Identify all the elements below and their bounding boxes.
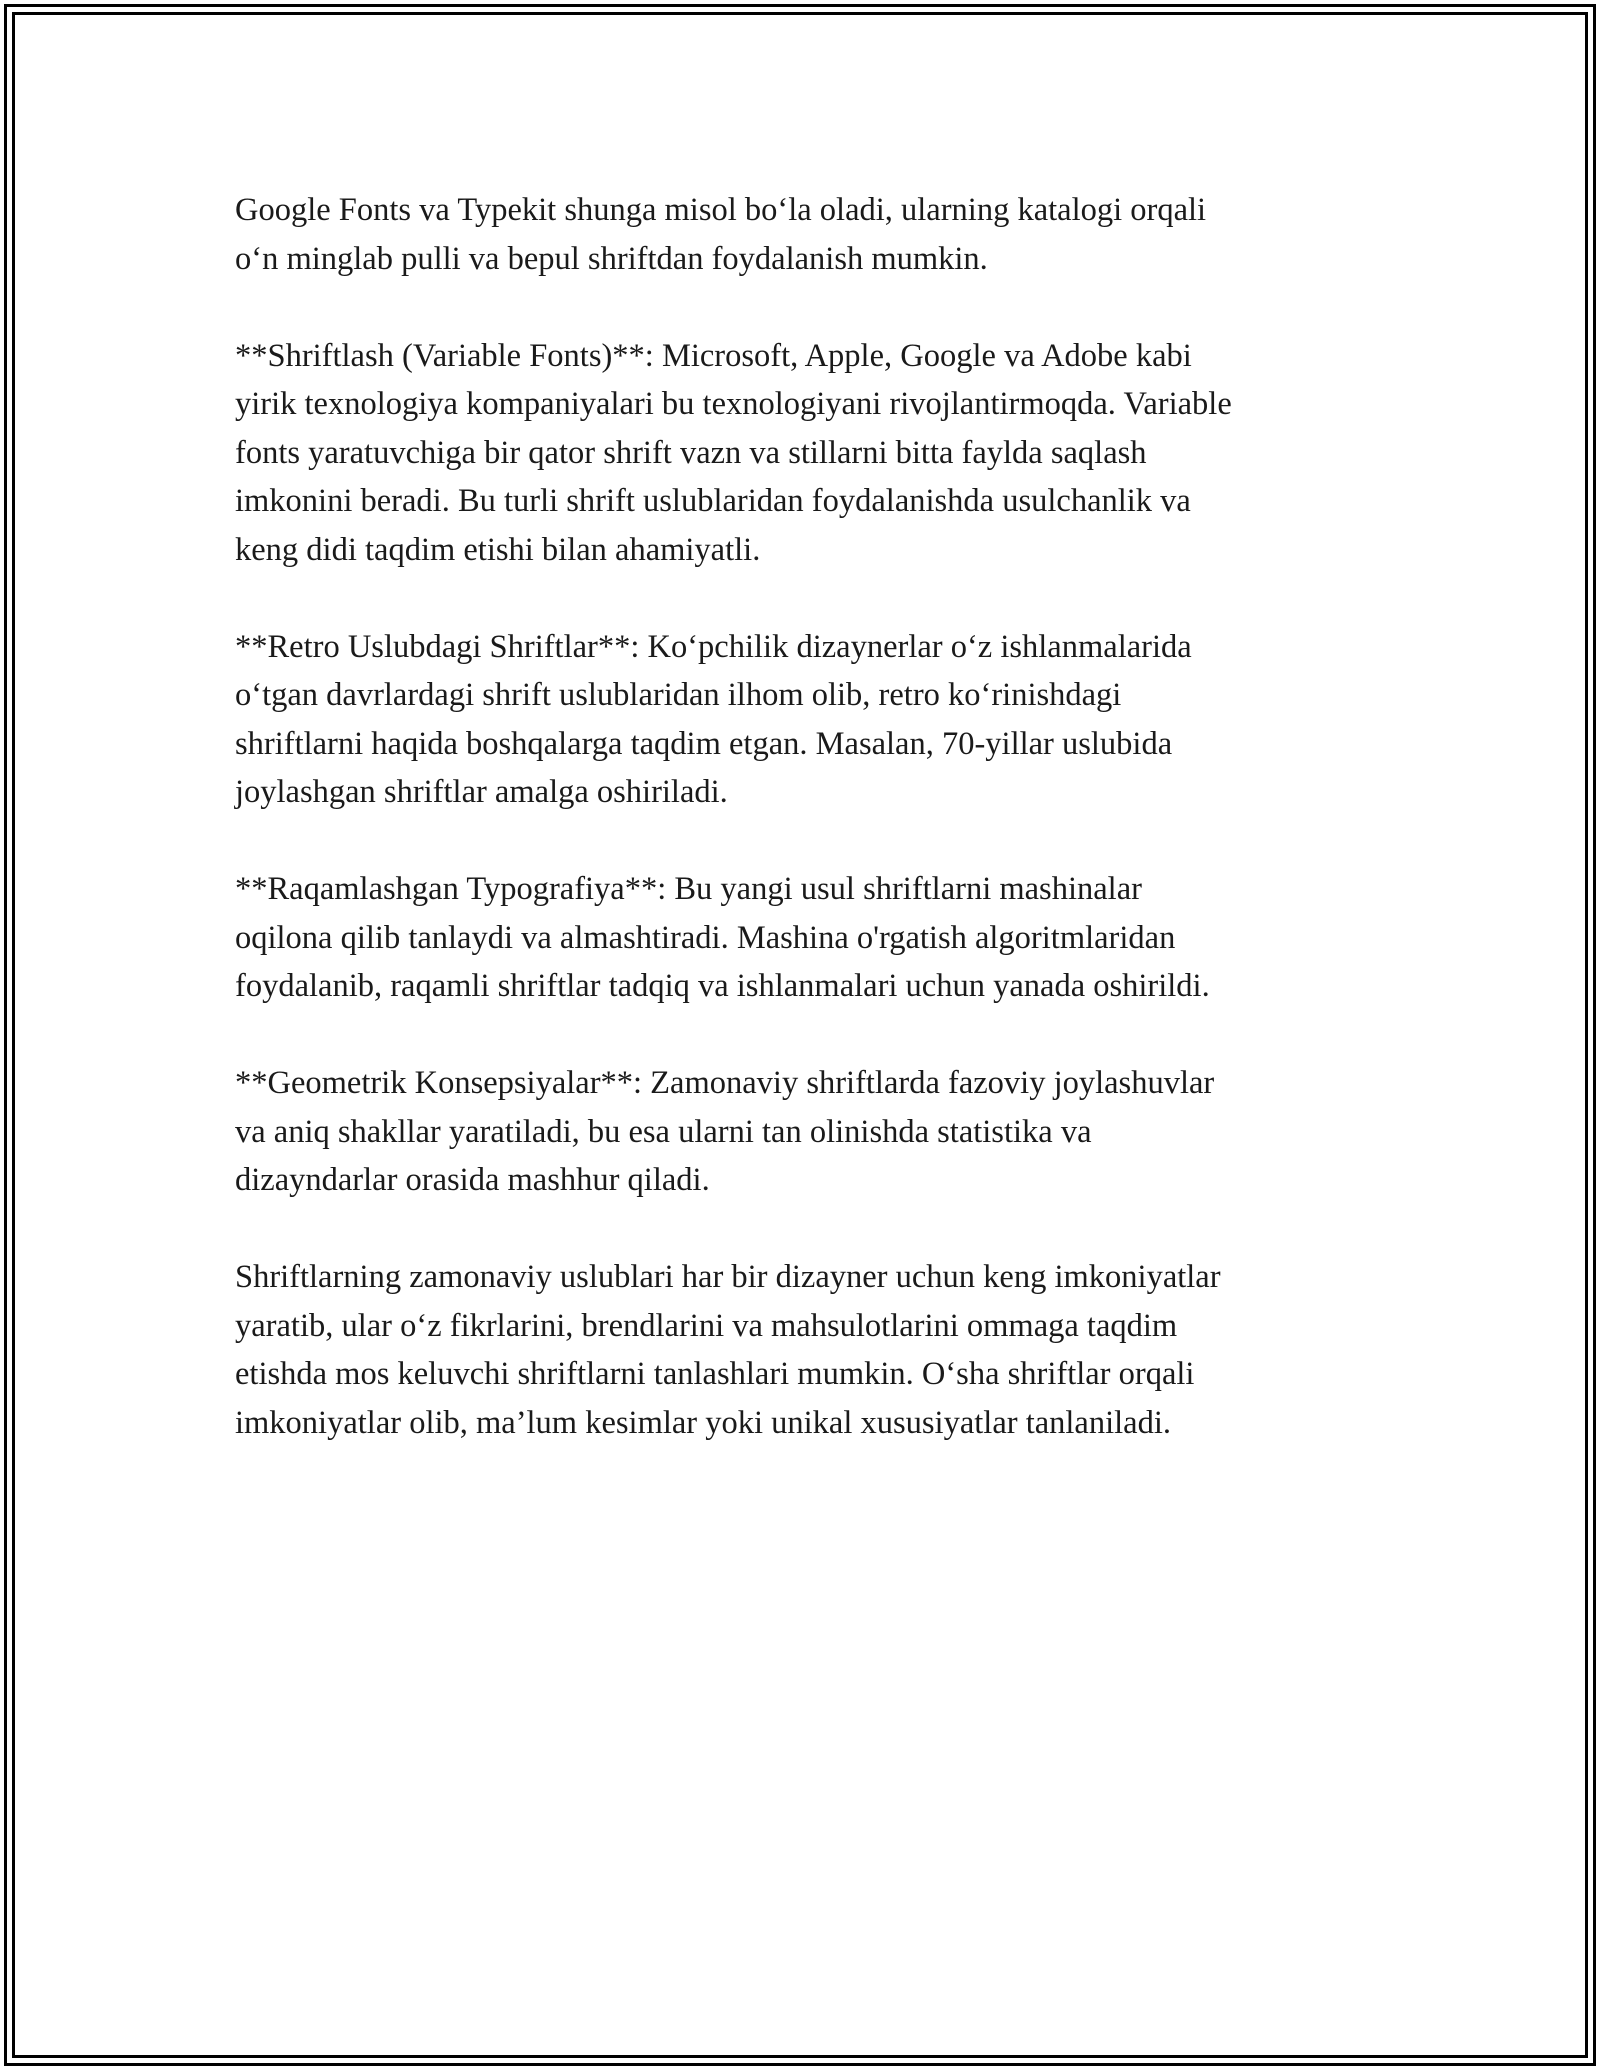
- paragraph-variable-fonts: **Shriftlash (Variable Fonts)**: Microsoft, Apple, Google va Adobe kabi yirik texnologiya kompaniyalari bu texnologiyani rivojlantirmoqda. Variable fonts yaratuvchiga bir qator shrift vazn va stillarni bitta faylda saqlash imkonini beradi. Bu turli shrift uslublaridan foydalanishda usulchanlik va keng didi taqdim etishi bilan ahamiyatli.: [235, 337, 1232, 568]
- paragraph-conclusion: Shriftlarning zamonaviy uslublari har bir dizayner uchun keng imkoniyatlar yaratib, ular o‘z fikrlarini, brendlarini va mahsulotlarini ommaga taqdim etishda mos keluvchi shriftlarni tanlashlari mumkin. O‘sha shriftlar orqali imkoniyatlar olib, ma’lum kesimlar yoki unikal xususiyatlar tanlaniladi.: [235, 1259, 1221, 1441]
- paragraph-digital-typography: **Raqamlashgan Typografiya**: Bu yangi usul shriftlarni mashinalar oqilona qilib tanlaydi va almashtiradi. Mashina o'rgatish algoritmlaridan foydalanib, raqamli shriftlar tadqiq va ishlanmalari uchun yanada oshirildi.: [235, 871, 1210, 1004]
- paragraph-geometric-concepts: **Geometrik Konsepsiyalar**: Zamonaviy shriftlarda fazoviy joylashuvlar va aniq shakllar yaratiladi, bu esa ularni tan olinishda statistika va dizayndarlar orasida mashhur qiladi.: [235, 1065, 1215, 1198]
- paragraph-google-fonts: Google Fonts va Typekit shunga misol bo‘la oladi, ularning katalogi orqali o‘n minglab pulli va bepul shriftdan foydalanish mumkin.: [235, 192, 1207, 277]
- document-body: [235, 186, 1375, 1447]
- paragraph-retro-fonts: **Retro Uslubdagi Shriftlar**: Ko‘pchilik dizaynerlar o‘z ishlanmalarida o‘tgan davrlardagi shrift uslublaridan ilhom olib, retro ko‘rinishdagi shriftlarni haqida boshqalarga taqdim etgan. Masalan, 70-yillar uslubida joylashgan shriftlar amalga oshiriladi.: [235, 628, 1192, 810]
